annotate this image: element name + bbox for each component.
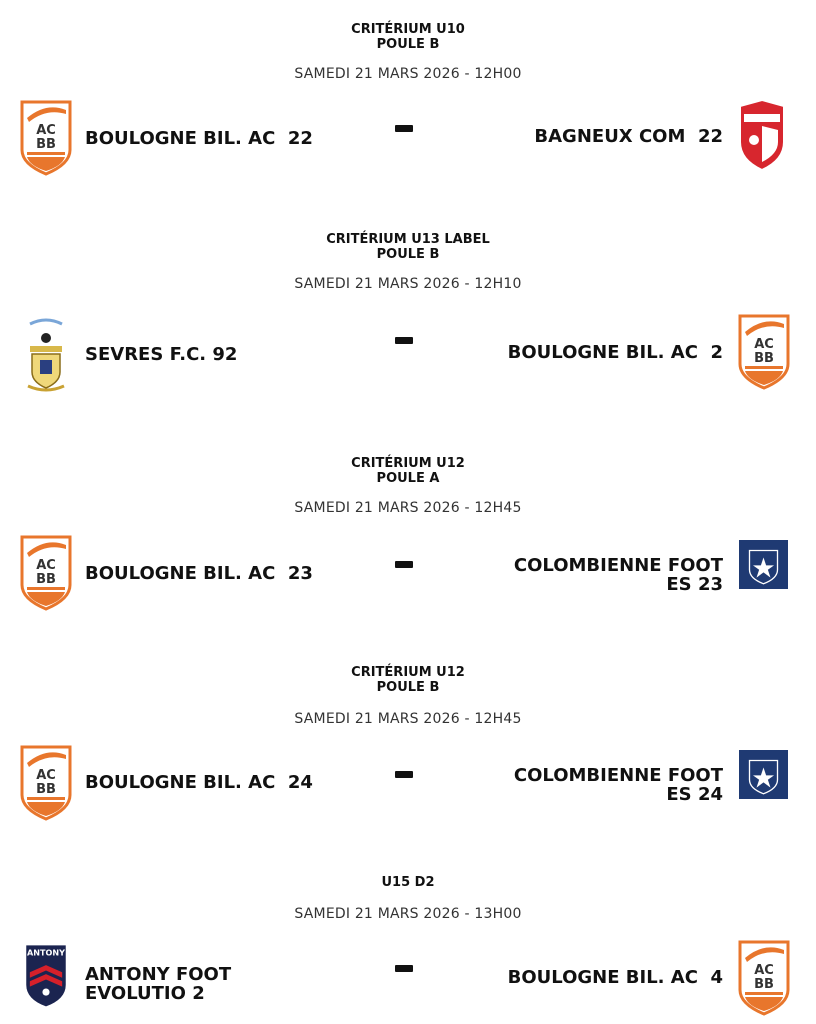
home-team-name: BOULOGNE BIL. AC <box>85 563 276 584</box>
competition-header <box>0 875 816 890</box>
away-team-number: 4 <box>710 967 723 988</box>
home-team-name: SEVRES F.C. 92 <box>85 344 238 365</box>
competition-group: POULE B <box>376 37 440 52</box>
match-date: SAMEDI 21 MARS 2026 - 13H00 <box>294 906 522 922</box>
competition-name: CRITÉRIUM U13 LABEL <box>326 232 490 247</box>
home-team-name: BOULOGNE BIL. AC <box>85 772 276 793</box>
away-team-name: COLOMBIENNE FOOT <box>513 555 723 576</box>
away-team-number: 24 <box>697 784 723 805</box>
away-team-name: BAGNEUX COM <box>534 126 686 147</box>
match-date: SAMEDI 21 MARS 2026 - 12H00 <box>294 66 522 82</box>
home-team-number: 2 <box>192 983 205 1004</box>
match-date: SAMEDI 21 MARS 2026 - 12H45 <box>294 500 522 516</box>
competition-group: POULE B <box>376 680 440 695</box>
competition-group: POULE B <box>376 247 440 262</box>
competition-name: CRITÉRIUM U10 <box>351 22 465 37</box>
home-team-name-line2: EVOLUTIO <box>85 983 186 1004</box>
home-team[interactable] <box>85 965 231 1003</box>
competition-group: POULE A <box>376 471 440 486</box>
away-team-name-line2: ES <box>666 784 692 805</box>
away-team-number: 2 <box>710 342 723 363</box>
away-team-name: COLOMBIENNE FOOT <box>513 765 723 786</box>
home-team-number: 22 <box>287 128 313 149</box>
home-team-number: 24 <box>287 772 313 793</box>
competition-name: CRITÉRIUM U12 <box>351 456 465 471</box>
match-date: SAMEDI 21 MARS 2026 - 12H10 <box>294 276 522 292</box>
home-team-number: 23 <box>287 563 313 584</box>
home-team-name: ANTONY FOOT <box>85 964 232 985</box>
away-team[interactable] <box>508 968 723 987</box>
home-team-name: BOULOGNE BIL. AC <box>85 128 276 149</box>
away-team-name-line2: ES <box>666 574 692 595</box>
away-team-name: BOULOGNE BIL. AC <box>507 342 698 363</box>
competition-name: U15 D2 <box>381 875 435 890</box>
antony-crest-icon <box>20 940 72 1010</box>
competition-name: CRITÉRIUM U12 <box>351 665 465 680</box>
acbb-crest-icon <box>736 938 792 1016</box>
versus-dash <box>395 965 413 972</box>
away-team-number: 22 <box>697 126 723 147</box>
match-date: SAMEDI 21 MARS 2026 - 12H45 <box>294 711 522 727</box>
away-team-name: BOULOGNE BIL. AC <box>507 967 698 988</box>
away-team-number: 23 <box>697 574 723 595</box>
